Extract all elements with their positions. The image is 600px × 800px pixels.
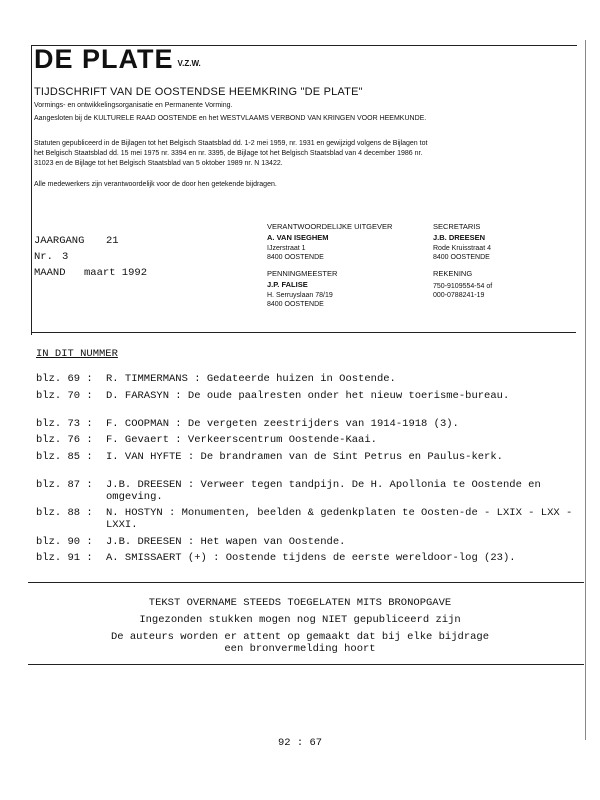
journal-title: DE PLATE V.Z.W. [34,44,201,74]
account-number-2: 000-0788241-19 [433,292,485,299]
toc-page-ref: blz. 90 : [36,536,93,548]
statutes-line-2: het Belgisch Staatsblad dd. 15 mei 1975 nr. 3394 en nr. 3395, de Bijlage tot het Belgisch Staatsblad van 4 december 1986 nr. [34,150,423,157]
toc-page-ref: blz. 87 : [36,479,93,491]
toc-item [36,390,576,402]
toc-item [36,434,576,446]
account-number-1: 750-9109554-54 of [433,283,493,290]
account-heading: REKENING [433,269,473,278]
toc-heading: IN DIT NUMMER [36,348,118,360]
toc-page-ref: blz. 91 : [36,552,93,564]
toc-entry-text: F. Gevaert : Verkeerscentrum Oostende-Kaai. [106,434,377,446]
toc-page-ref: blz. 70 : [36,390,93,402]
publisher-city: 8400 OOSTENDE [267,254,324,261]
toc-entry-text: A. SMISSAERT (+) : Oostende tijdens de eerste wereldoor-log (23). [106,552,516,564]
organization-line: Vormings- en ontwikkelingsorganisatie en Permanente Vorming. [34,102,233,109]
toc-page-ref: blz. 76 : [36,434,93,446]
notice-line-1: TEKST OVERNAME STEEDS TOEGELATEN MITS BRONOPGAVE [148,597,452,609]
publisher-street: IJzerstraat 1 [267,245,306,252]
toc-page-ref: blz. 69 : [36,373,93,385]
notice-top-rule [28,582,584,583]
toc-entry-text: J.B. DREESEN : Verweer tegen tandpijn. De H. Apollonia te Oostende en omgeving. [106,479,541,503]
toc-item [36,507,576,531]
toc-item [36,536,576,548]
maand-value: maart 1992 [84,267,148,279]
title-suffix: V.Z.W. [177,59,201,68]
toc-entry-text: D. FARASYN : De oude paalresten onder het nieuw toerisme-bureau. [106,390,510,402]
treasurer-heading: PENNINGMEESTER [267,269,338,278]
statutes-line-1: Statuten gepubliceerd in de Bijlagen tot het Belgisch Staatsblad dd. 1-2 mei 1959, nr. 1931 en gewijzigd volgens de Bijlagen tot [34,140,428,147]
toc-page-ref: blz. 73 : [36,418,93,430]
jaargang-label: JAARGANG [34,235,85,247]
nr-label: Nr. [34,251,53,263]
left-border [31,45,32,335]
notice-line-2: Ingezonden stukken mogen nog NIET gepubliceerd zijn [139,614,461,626]
toc-entry-text: I. VAN HYFTE : De brandramen van de Sint Petrus en Paulus-kerk. [106,451,503,463]
toc-page-ref: blz. 85 : [36,451,93,463]
toc-item [36,552,576,564]
treasurer-city: 8400 OOSTENDE [267,301,324,308]
treasurer-street: H. Serruyslaan 78/19 [267,292,333,299]
notice-bottom-rule [28,664,584,665]
toc-entry-text: F. COOPMAN : De vergeten zeestrijders van 1914-1918 (3). [106,418,459,430]
header-bottom-rule [31,332,576,333]
toc-item [36,418,576,430]
publisher-heading: VERANTWOORDELIJKE UITGEVER [267,222,393,231]
secretary-street: Rode Kruisstraat 4 [433,245,491,252]
responsibility-note: Alle medewerkers zijn verantwoordelijk voor de door hen getekende bijdragen. [34,181,277,188]
toc-item [36,373,576,385]
affiliation-line: Aangesloten bij de KULTURELE RAAD OOSTENDE en het WESTVLAAMS VERBOND VAN KRINGEN VOOR HEEMKUNDE. [34,115,427,122]
toc-entry-text: J.B. DREESEN : Het wapen van Oostende. [106,536,346,548]
treasurer-name: J.P. FALISE [267,280,308,289]
page-number: 92 : 67 [277,737,323,749]
jaargang-value: 21 [106,235,119,247]
journal-subtitle: TIJDSCHRIFT VAN DE OOSTENDSE HEEMKRING "DE PLATE" [34,86,363,98]
toc-entry-text: R. TIMMERMANS : Gedateerde huizen in Oostende. [106,373,396,385]
nr-value: 3 [62,251,69,263]
maand-label: MAAND [34,267,66,279]
secretary-heading: SECRETARIS [433,222,481,231]
toc-page-ref: blz. 88 : [36,507,93,519]
secretary-city: 8400 OOSTENDE [433,254,490,261]
toc-item [36,451,576,463]
toc-item [36,479,576,503]
notice-line-3: De auteurs worden er attent op gemaakt dat bij elke bijdrage [110,631,490,643]
secretary-name: J.B. DREESEN [433,233,486,242]
notice-line-4: een bronvermelding hoort [224,643,376,655]
statutes-line-3: 31023 en de Bijlage tot het Belgisch Staatsblad van 5 oktober 1989 nr. N 13422. [34,160,283,167]
publisher-name: A. VAN ISEGHEM [267,233,329,242]
toc-entry-text: N. HOSTYN : Monumenten, beelden & gedenkplaten te Oosten-de - LXIX - LXX - LXXI. [106,507,573,531]
